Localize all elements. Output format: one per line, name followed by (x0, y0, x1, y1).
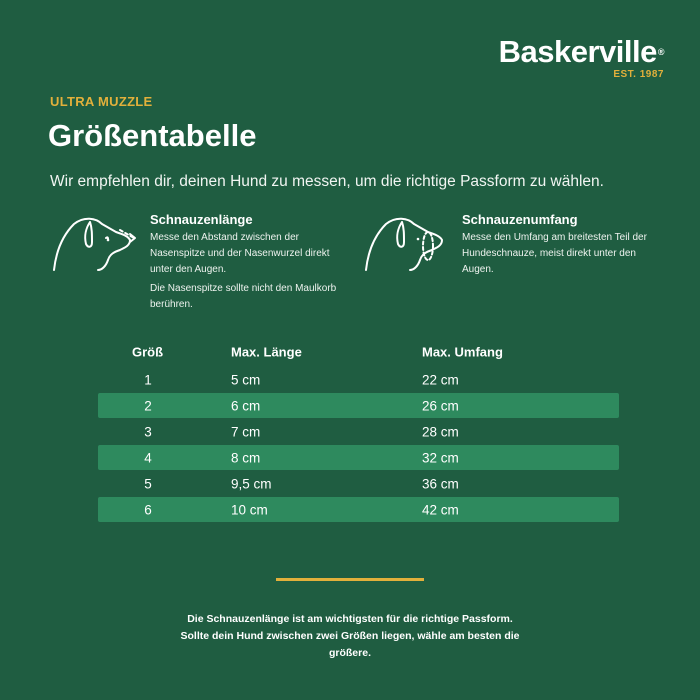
table-row (98, 497, 619, 522)
divider-rule (276, 578, 424, 581)
cell-length: 9,5 cm (231, 476, 272, 491)
footer-line: Sollte dein Hund zwischen zwei Größen liegen, wähle am besten die (180, 630, 520, 642)
header-size: Größ (132, 344, 164, 360)
measure-note: Die Nasenspitze sollte nicht den Maulkorb berühren. (150, 283, 337, 310)
registered-mark: ® (657, 47, 664, 57)
cell-length: 5 cm (231, 372, 261, 387)
measure-description: Messe den Umfang am breitesten Teil der Hundeschnauze, meist direkt unter den Augen. (462, 232, 647, 275)
table-row (98, 471, 619, 496)
brand-est: EST. 1987 (613, 69, 664, 80)
dog-head-circumference-icon (362, 212, 452, 276)
table-row (98, 419, 619, 444)
table-header (98, 338, 619, 366)
cell-length: 6 cm (231, 398, 261, 413)
cell-size: 4 (144, 450, 152, 465)
table-row (98, 393, 619, 418)
brand-name: Baskerville (498, 34, 657, 69)
cell-circumference: 36 cm (422, 476, 459, 491)
cell-size: 2 (144, 398, 152, 413)
table-row (98, 445, 619, 470)
measure-description: Messe den Abstand zwischen der Nasenspitze und der Nasenwurzel direkt unter den Augen. (150, 232, 330, 275)
cell-circumference: 26 cm (422, 398, 459, 413)
cell-circumference: 32 cm (422, 450, 459, 465)
product-kicker: ULTRA MUZZLE (50, 94, 153, 109)
cell-length: 8 cm (231, 450, 261, 465)
table-row (98, 367, 619, 392)
page-title: Größentabelle (48, 118, 257, 153)
header-max-circumference: Max. Umfang (422, 344, 503, 360)
dog-head-length-icon (50, 212, 140, 276)
cell-size: 3 (144, 424, 152, 439)
measure-title: Schnauzenlänge (150, 212, 253, 227)
cell-circumference: 28 cm (422, 424, 459, 439)
footer-note (140, 611, 560, 662)
cell-length: 7 cm (231, 424, 261, 439)
cell-size: 1 (144, 372, 152, 387)
cell-size: 5 (144, 476, 152, 491)
measure-title: Schnauzenumfang (462, 212, 578, 227)
brand-logo (499, 36, 664, 80)
cell-length: 10 cm (231, 502, 268, 517)
cell-circumference: 42 cm (422, 502, 459, 517)
intro-text: Wir empfehlen dir, deinen Hund zu messen, um die richtige Passform zu wählen. (50, 173, 604, 190)
header-max-length: Max. Länge (231, 344, 302, 360)
footer-line: Die Schnauzenlänge ist am wichtigsten für die richtige Passform. (187, 613, 513, 625)
footer-line: größere. (328, 647, 371, 659)
cell-circumference: 22 cm (422, 372, 459, 387)
size-table (98, 338, 619, 522)
cell-size: 6 (144, 502, 152, 517)
